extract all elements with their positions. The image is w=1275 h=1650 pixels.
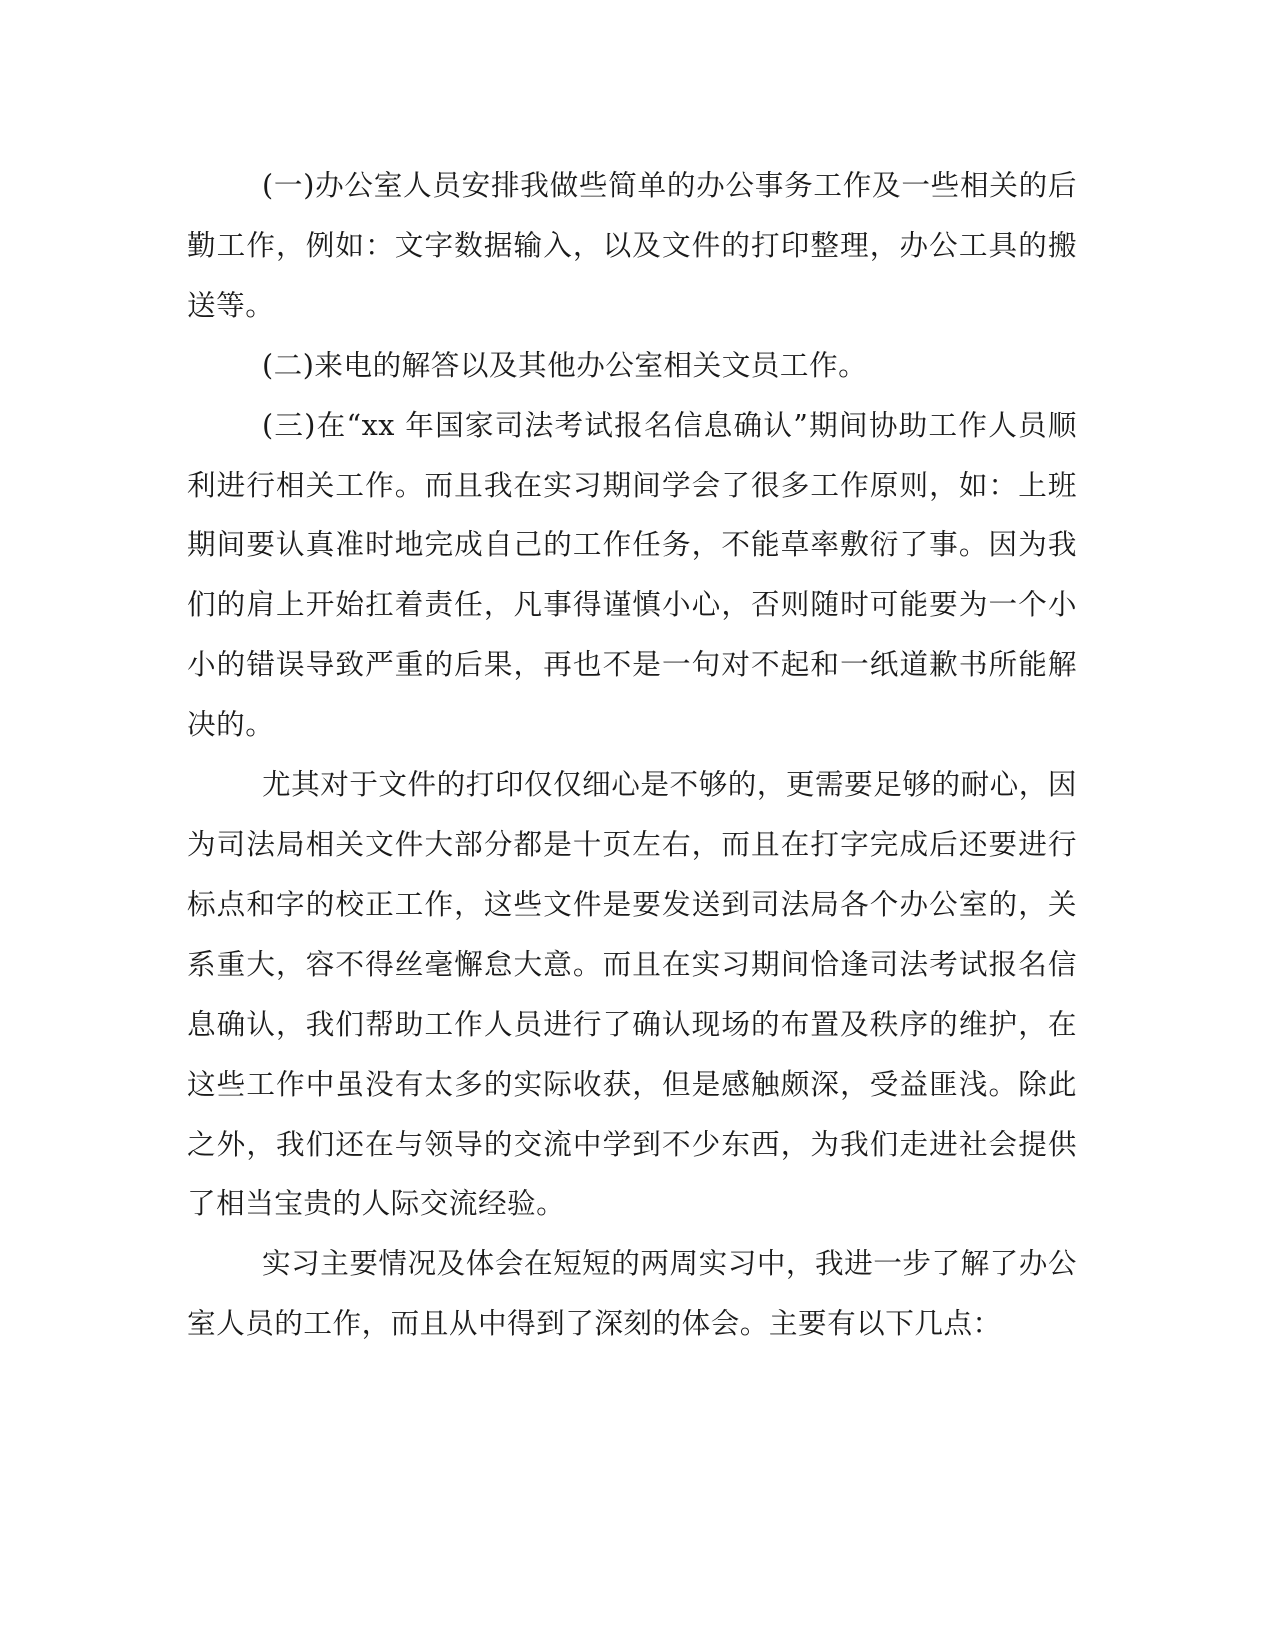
paragraph-office-tasks: (一)办公室人员安排我做些简单的办公事务工作及一些相关的后勤工作，例如：文字数据输入，以及文件的打印整理，办公工具的搬送等。 xyxy=(187,168,1077,322)
body-text xyxy=(187,156,1077,1354)
paragraph-document-printing: 尤其对于文件的打印仅仅细心是不够的，更需要足够的耐心，因为司法局相关文件大部分都是十页左右，而且在打字完成后还要进行标点和字的校正工作，这些文件是要发送到司法局各个办公室的，关系重大，容不得丝毫懈怠大意。而且在实习期间恰逢司法考试报名信息确认，我们帮助工作人员进行了确认现场的布置及秩序的维护，在这些工作中虽没有太多的实际收获，但是感触颇深，受益匪浅。除此之外，我们还在与领导的交流中学到不少东西，为我们走进社会提供了相当宝贵的人际交流经验。 xyxy=(187,767,1077,1221)
paragraph-exam-registration: (三)在“xx 年国家司法考试报名信息确认”期间协助工作人员顺利进行相关工作。而且我在实习期间学会了很多工作原则，如：上班期间要认真准时地完成自己的工作任务，不能草率敷衍了事。因为我们的肩上开始扛着责任，凡事得谨慎小心，否则随时可能要为一个小小的错误导致严重的后果，再也不是一句对不起和一纸道歉书所能解决的。 xyxy=(187,407,1077,742)
paragraph-phone-answering: (二)来电的解答以及其他办公室相关文员工作。 xyxy=(262,347,868,382)
paragraph-internship-summary: 实习主要情况及体会在短短的两周实习中，我进一步了解了办公室人员的工作，而且从中得到了深刻的体会。主要有以下几点： xyxy=(187,1246,1077,1341)
